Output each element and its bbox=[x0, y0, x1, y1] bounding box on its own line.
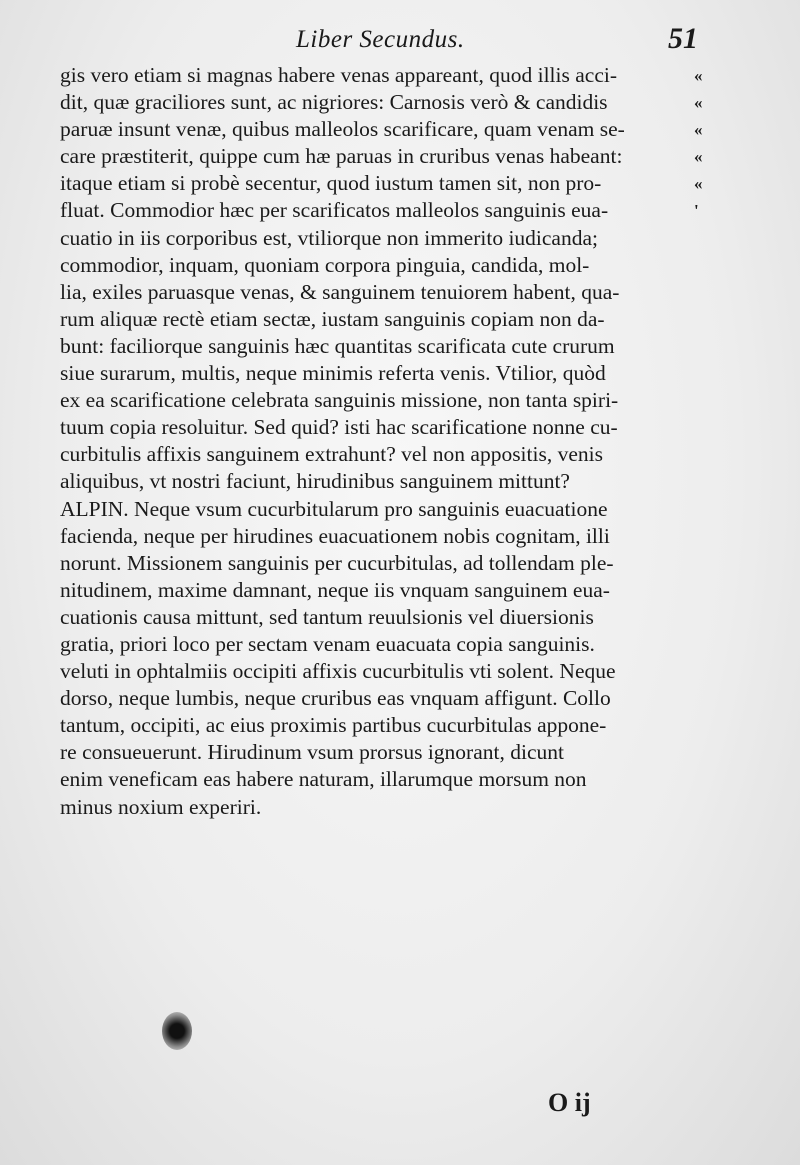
text-line: lia, exiles paruasque venas, & sanguinem tenuiorem habent, qua- bbox=[60, 279, 620, 304]
margin-mark: « bbox=[694, 93, 703, 113]
running-title: Liber Secundus. bbox=[296, 26, 465, 53]
text-line: care præstiterit, quippe cum hæ paruas in cruribus venas habeant: bbox=[60, 144, 623, 169]
text-line: cuatio in iis corporibus est, vtiliorque non immerito iudicanda; bbox=[60, 225, 598, 250]
text-line: dorso, neque lumbis, neque cruribus eas vnquam affigunt. Collo bbox=[60, 686, 611, 711]
margin-mark: ' bbox=[694, 201, 699, 221]
text-line: cuationis causa mittunt, sed tantum reuulsionis vel diuersionis bbox=[60, 604, 594, 629]
text-line: tuum copia resoluitur. Sed quid? isti hac scarificatione nonne cu- bbox=[60, 415, 618, 440]
text-line: commodior, inquam, quoniam corpora pinguia, candida, mol- bbox=[60, 252, 590, 277]
margin-mark: « bbox=[694, 147, 703, 167]
margin-quote-marks bbox=[694, 62, 718, 225]
text-line: veluti in ophtalmiis occipiti affixis cucurbitulis vti solent. Neque bbox=[60, 659, 616, 684]
text-line: fluat. Commodior hæc per scarificatos malleolos sanguinis eua- bbox=[60, 198, 609, 223]
body-text bbox=[60, 62, 685, 821]
text-line: facienda, neque per hirudines euacuationem nobis cognitam, illi bbox=[60, 523, 610, 548]
text-line: rum aliquæ rectè etiam sectæ, iustam sanguinis copiam non da- bbox=[60, 306, 605, 331]
page-header bbox=[0, 22, 800, 62]
text-line: gis vero etiam si magnas habere venas appareant, quod illis acci- bbox=[60, 63, 618, 87]
text-line: tantum, occipiti, ac eius proximis partibus cucurbitulas appone- bbox=[60, 713, 607, 738]
text-line: enim veneficam eas habere naturam, illarumque morsum non bbox=[60, 767, 587, 792]
text-line: nitudinem, maxime damnant, neque iis vnquam sanguinem eua- bbox=[60, 577, 610, 602]
text-line: aliquibus, vt nostri faciunt, hirudinibus sanguinem mittunt? bbox=[60, 469, 570, 494]
signature-mark: O ij bbox=[548, 1088, 591, 1117]
text-line: gratia, priori loco per sectam venam euacuata copia sanguinis. bbox=[60, 631, 595, 656]
text-line: re consueuerunt. Hirudinum vsum prorsus ignorant, dicunt bbox=[60, 740, 564, 765]
ink-blot bbox=[162, 1012, 192, 1050]
text-line: ALPIN. Neque vsum cucurbitularum pro sanguinis euacuatione bbox=[60, 496, 608, 521]
text-line: bunt: faciliorque sanguinis hæc quantitas scarificata cute crurum bbox=[60, 333, 615, 358]
text-line: paruæ insunt venæ, quibus malleolos scarificare, quam venam se- bbox=[60, 117, 625, 142]
text-line: siue surarum, multis, neque minimis referta venis. Vtilior, quòd bbox=[60, 361, 606, 386]
margin-mark: « bbox=[694, 174, 703, 194]
margin-mark: « bbox=[694, 120, 703, 140]
text-line: curbitulis affixis sanguinem extrahunt? vel non appositis, venis bbox=[60, 442, 603, 467]
text-line: itaque etiam si probè secentur, quod iustum tamen sit, non pro- bbox=[60, 171, 602, 196]
text-line: norunt. Missionem sanguinis per cucurbitulas, ad tollendam ple- bbox=[60, 550, 614, 575]
text-line: ex ea scarificatione celebrata sanguinis missione, non tanta spiri- bbox=[60, 388, 619, 413]
text-line: minus noxium experiri. bbox=[60, 794, 262, 819]
text-line: dit, quæ graciliores sunt, ac nigriores: Carnosis verò & candidis bbox=[60, 90, 608, 115]
margin-mark: « bbox=[694, 66, 703, 85]
folio-number: 51 bbox=[668, 22, 698, 55]
